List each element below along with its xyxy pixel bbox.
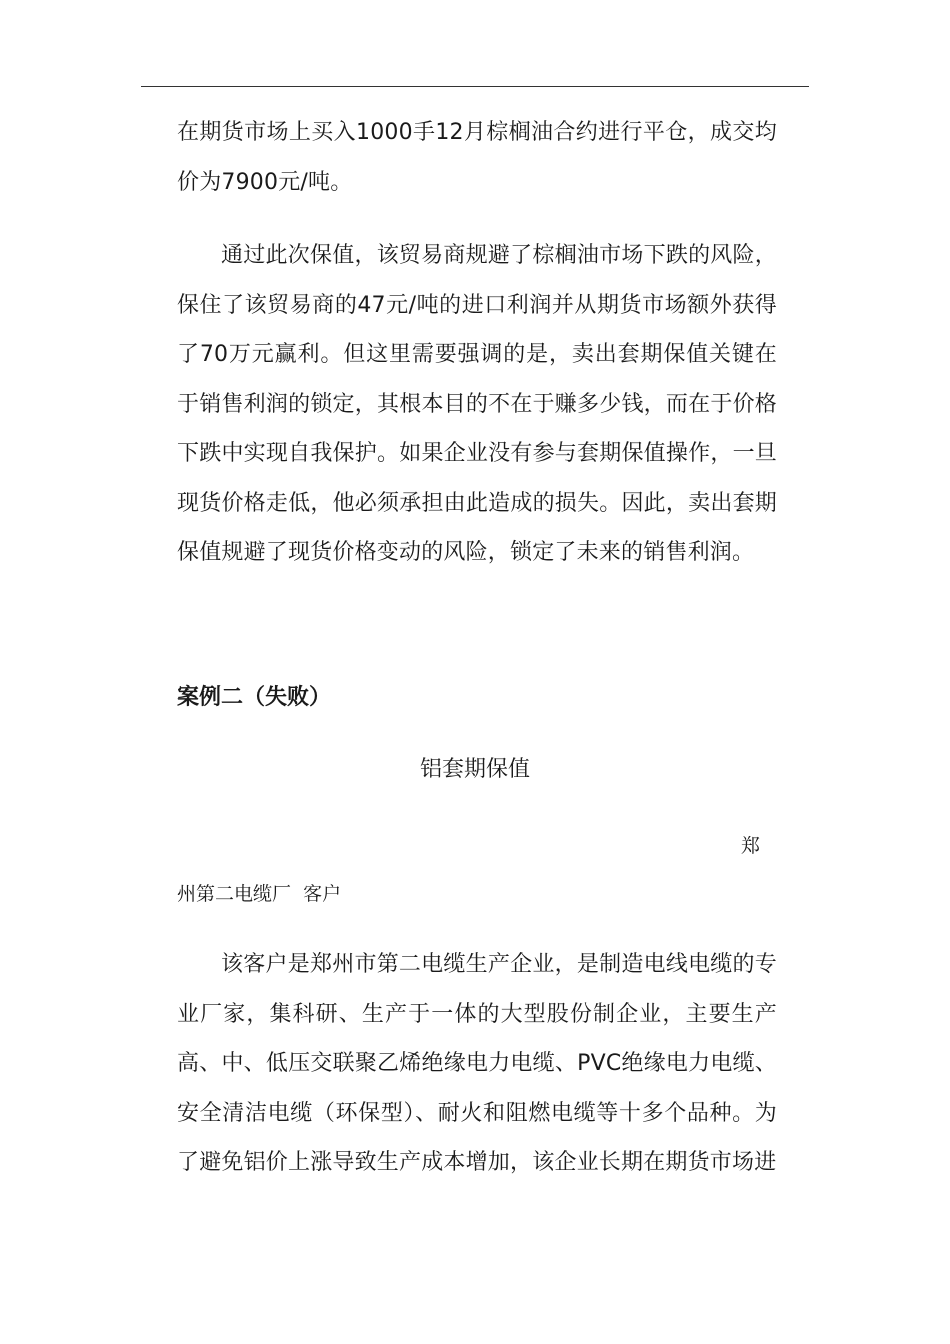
case-heading: 案例二（失败） [177,685,332,710]
case-author-line2: 州第二电缆厂 客户 [177,883,342,905]
paragraph-client-intro: 该客户是郑州市第二电缆生产企业，是制造电线电缆的专业厂家，集科研、生产于一体的大型股份制企业，主要生产高、中、低压交联聚乙烯绝缘电力电缆、PVC绝缘电力电缆、安全清洁电缆（环保型）、耐火和阻燃电缆等十多个品种。为了避免铝价上涨导致生产成本增加，该企业长期在期货市场进 [177,952,777,1175]
header-rule [141,86,809,87]
case-author-line1: 郑 [741,835,761,857]
case-title: 铝套期保值 [419,757,530,782]
paragraph-hedge-summary: 通过此次保值，该贸易商规避了棕榈油市场下跌的风险，保住了该贸易商的47元/吨的进口利润并从期货市场额外获得了70万元赢利。但这里需要强调的是，卖出套期保值关键在于销售利润的锁定，其根本目的不在于赚多少钱，而在于价格下跌中实现自我保护。如果企业没有参与套期保值操作，一旦现货价格走低，他必须承担由此造成的损失。因此，卖出套期保值规避了现货价格变动的风险，锁定了未来的销售利润。 [177,243,777,565]
paragraph-hedge-close: 在期货市场上买入1000手12月棕榈油合约进行平仓，成交均价为7900元/吨。 [177,120,777,195]
